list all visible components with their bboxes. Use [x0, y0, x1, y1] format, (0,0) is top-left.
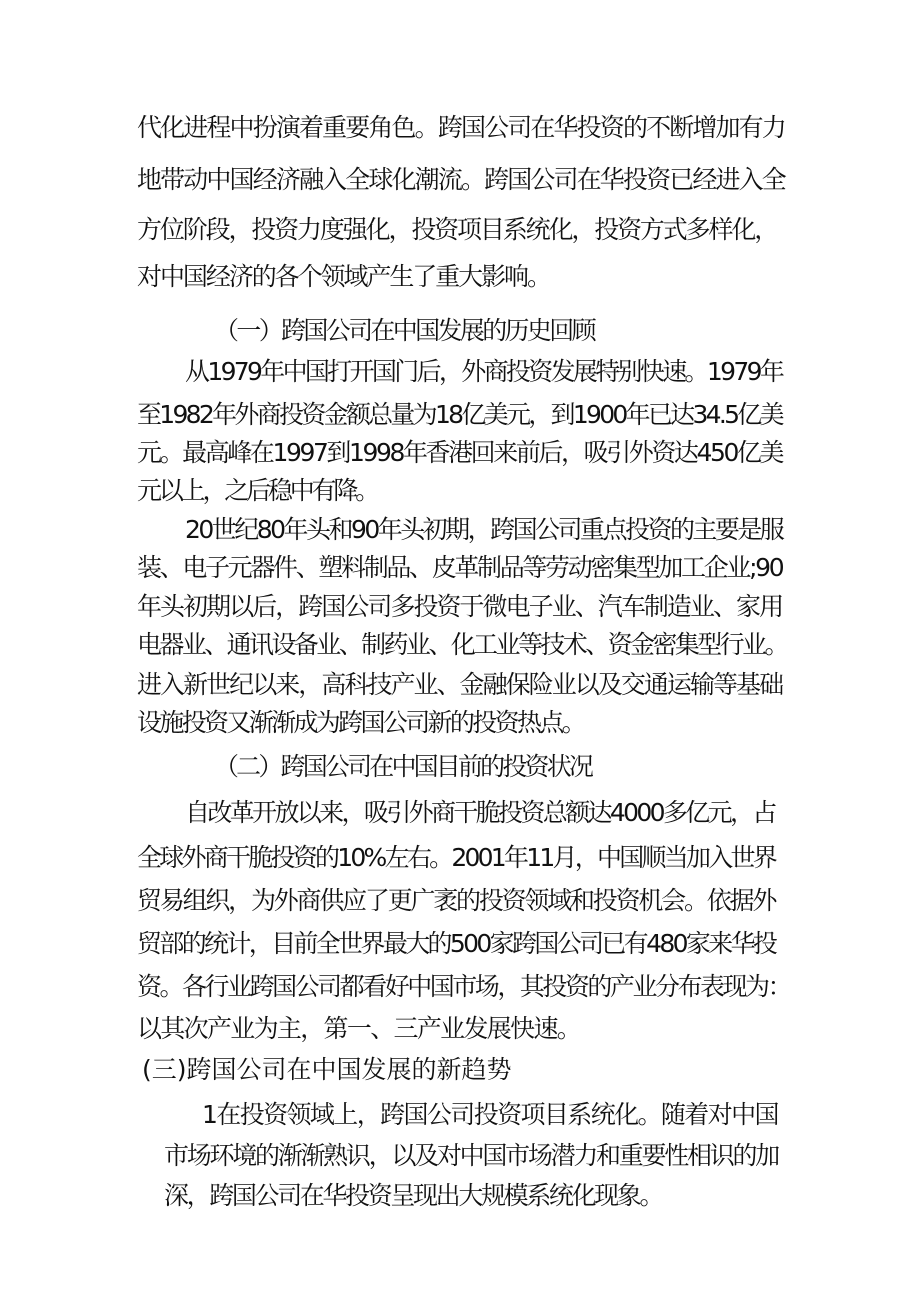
- para-trend-line-2: 市场环境的渐渐熟识，以及对中国市场潜力和重要性相识的加: [164, 1141, 778, 1170]
- section-1-heading: （一）跨国公司在中国发展的历史回顾: [214, 316, 594, 345]
- para-trend-line-1: 1在投资领域上，跨国公司投资项目系统化。随着对中国: [202, 1100, 778, 1129]
- para-industries-line-5: 进入新世纪以来，高科技产业、金融保险业以及交通运输等基础: [137, 670, 783, 699]
- para-status-line-1: 自改革开放以来，吸引外商干脆投资总额达4000多亿元，占: [185, 798, 775, 827]
- para-status-line-4: 贸部的统计，目前全世界最大的500家跨国公司已有480家来华投: [137, 929, 776, 958]
- para-history-line-4: 元以上，之后稳中有降。: [137, 476, 378, 505]
- para-intro-line-2: 地带动中国经济融入全球化潮流。跨国公司在华投资已经进入全: [137, 165, 785, 194]
- section-3-heading: (三)跨国公司在中国发展的新趋势: [142, 1055, 512, 1084]
- para-history-line-3: 元。最高峰在1997到1998年香港回来前后，吸引外资达450亿美: [137, 438, 783, 467]
- para-industries-line-1: 20世纪80年头和90年头初期，跨国公司重点投资的主要是服: [185, 515, 783, 544]
- para-intro-line-4: 对中国经济的各个领域产生了重大影响。: [137, 262, 550, 291]
- para-status-line-3: 贸易组织，为外商供应了更广袤的投资领域和投资机会。依据外: [137, 886, 776, 915]
- para-history-line-2: 至1982年外商投资金额总量为18亿美元，到1900年已达34.5亿美: [137, 400, 782, 429]
- para-industries-line-6: 设施投资又渐渐成为跨国公司新的投资热点。: [137, 708, 585, 737]
- para-status-line-5: 资。各行业跨国公司都看好中国市场，其投资的产业分布表现为：: [137, 972, 791, 1001]
- para-intro-line-1: 代化进程中扮演着重要角色。跨国公司在华投资的不断增加有力: [137, 113, 785, 142]
- para-industries-line-4: 电器业、通讯设备业、制药业、化工业等技术、资金密集型行业。: [137, 630, 787, 659]
- para-history-line-1: 从1979年中国打开国门后，外商投资发展特别快速。1979年: [185, 357, 783, 386]
- para-industries-line-3: 年头初期以后，跨国公司多投资于微电子业、汽车制造业、家用: [137, 592, 783, 621]
- para-trend-line-3: 深，跨国公司在华投资呈现出大规模系统化现象。: [164, 1181, 663, 1210]
- section-2-heading: （二）跨国公司在中国目前的投资状况: [214, 752, 592, 781]
- para-industries-line-2: 装、电子元器件、塑料制品、皮革制品等劳动密集型加工企业;90: [137, 553, 783, 582]
- para-intro-line-3: 方位阶段，投资力度强化，投资项目系统化，投资方式多样化，: [137, 215, 778, 244]
- para-status-line-6: 以其次产业为主，第一、三产业发展快速。: [137, 1014, 581, 1043]
- para-status-line-2: 全球外商干脆投资的10%左右。2001年11月，中国顺当加入世界: [137, 843, 776, 872]
